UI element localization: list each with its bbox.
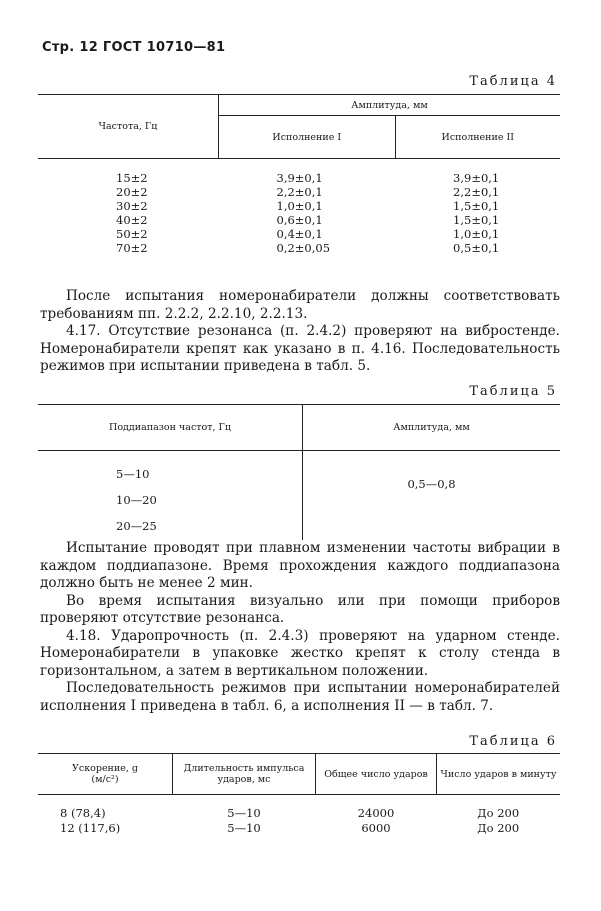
table6-col-total: Общее число ударов <box>316 754 437 795</box>
table-row <box>38 795 560 822</box>
table4-v2-5: 0,5±0,1 <box>453 241 500 255</box>
table-5 <box>38 404 560 540</box>
table4-v2-3: 1,5±0,1 <box>453 213 500 227</box>
paragraph-visual-check: Во время испытания визуально или при помощи приборов проверяют отсутствие резонанса. <box>40 592 560 626</box>
table6-dur-1: 5—10 <box>227 821 261 835</box>
table4-freq-5: 70±2 <box>116 241 148 255</box>
table5-range-2: 20—25 <box>116 519 157 533</box>
table6-acc-0: 8 (78,4) <box>60 806 106 820</box>
table6-col-acceleration-unit: (м/с²) <box>91 774 119 785</box>
text-block-2 <box>40 540 560 715</box>
table5-col-amplitude: Амплитуда, мм <box>303 405 561 451</box>
table5-range-1: 10—20 <box>116 493 157 507</box>
table4-v2-1: 2,2±0,1 <box>453 185 500 199</box>
table-4 <box>38 94 560 255</box>
table4-v1-2: 1,0±0,1 <box>276 199 323 213</box>
paragraph-sequence: Последовательность режимов при испытании номеронабирателей исполнения I приведена в табл. 6, а исполнения II — в табл. 7. <box>40 680 560 714</box>
table6-rate-1: До 200 <box>477 821 520 835</box>
table4-freq-2: 30±2 <box>116 199 148 213</box>
table4-freq-0: 15±2 <box>116 171 148 185</box>
table6-col-duration: Длительность импульса ударов, мс <box>173 754 316 795</box>
table4-col-version2: Исполнение II <box>395 116 560 159</box>
paragraph-requirements: После испытания номеронабиратели должны соответствовать требованиям пп. 2.2.2, 2.2.10, 2.2.13. <box>40 288 560 322</box>
table4-v2-4: 1,0±0,1 <box>453 227 500 241</box>
table4-freq-3: 40±2 <box>116 213 148 227</box>
table-6 <box>38 753 560 836</box>
table6-dur-0: 5—10 <box>227 806 261 820</box>
table6-total-1: 6000 <box>361 821 391 835</box>
table4-v2-0: 3,9±0,1 <box>453 171 500 185</box>
paragraph-4-18: 4.18. Ударопрочность (п. 2.4.3) проверяют на ударном стенде. Номеронабиратели в упаковке жестко крепят к столу стенда в горизонтальном, а затем в вертикальном положении. <box>40 627 560 679</box>
page-header: Стр. 12 ГОСТ 10710—81 <box>42 40 226 55</box>
table4-v1-0: 3,9±0,1 <box>276 171 323 185</box>
table4-col-version1: Исполнение I <box>219 116 396 159</box>
paragraph-smooth-change: Испытание проводят при плавном изменении частоты вибрации в каждом поддиапазоне. Время прохождения каждого поддиапазона должно быть не менее 2 мин. <box>40 540 560 591</box>
table4-v1-3: 0,6±0,1 <box>276 213 323 227</box>
table5-range-0: 5—10 <box>116 467 150 481</box>
paragraph-4-17: 4.17. Отсутствие резонанса (п. 2.4.2) проверяют на вибростенде. Номеронабиратели крепят как указано в п. 4.16. Последовательность режимов при испытании приведена в табл. 5. <box>40 323 560 374</box>
table4-col-frequency: Частота, Гц <box>38 95 219 159</box>
text-block-1 <box>40 288 560 376</box>
table6-acc-1: 12 (117,6) <box>60 821 121 835</box>
table4-v1-5: 0,2±0,05 <box>276 241 331 255</box>
table4-caption: Таблица 4 <box>469 74 557 89</box>
table6-rate-0: До 200 <box>477 806 520 820</box>
table6-total-0: 24000 <box>357 806 395 820</box>
table5-col-subrange: Поддиапазон частот, Гц <box>38 405 303 451</box>
table6-col-rate: Число ударов в минуту <box>437 754 561 795</box>
table4-freq-1: 20±2 <box>116 185 148 199</box>
table6-caption: Таблица 6 <box>469 734 557 749</box>
table6-col-acceleration <box>38 754 173 795</box>
table4-v1-1: 2,2±0,1 <box>276 185 323 199</box>
table4-v1-4: 0,4±0,1 <box>276 227 323 241</box>
table5-caption: Таблица 5 <box>469 384 557 399</box>
table4-freq-4: 50±2 <box>116 227 148 241</box>
table5-amplitude-value: 0,5—0,8 <box>303 451 561 541</box>
table6-col-acceleration-label: Ускорение, g <box>72 763 138 774</box>
table4-v2-2: 1,5±0,1 <box>453 199 500 213</box>
table4-col-amplitude: Амплитуда, мм <box>219 95 561 116</box>
table-row <box>38 821 560 836</box>
